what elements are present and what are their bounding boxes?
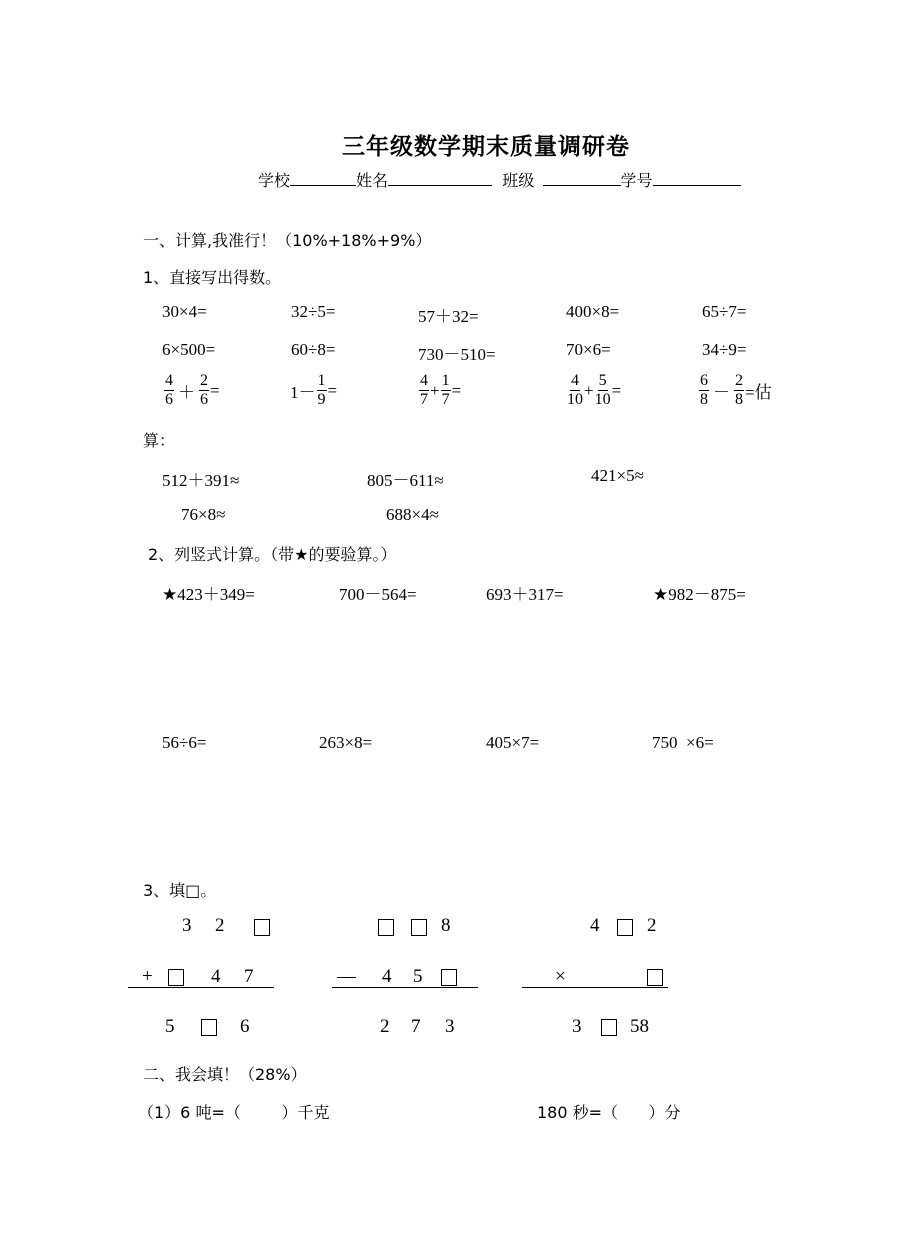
denominator: 7 [420,391,428,408]
operator: ＋ [178,383,195,402]
student-info-line [258,168,741,191]
equals: = [451,380,462,400]
calc-item: 57＋32= [418,307,479,326]
answer-box[interactable] [201,1019,217,1036]
school-field[interactable] [290,171,356,186]
calc-item: 60÷8= [291,340,336,359]
fraction [441,372,451,409]
fraction-item [418,372,461,409]
difference-line [332,987,478,988]
denominator: 9 [317,391,326,408]
digit: 8 [441,915,451,936]
number-field[interactable] [653,171,741,186]
vertical-calc-item: 700－564= [339,585,417,604]
fraction [699,372,709,409]
estimate-item: 512＋391≈ [162,471,240,490]
fraction [164,372,174,409]
fraction-item [290,372,337,409]
name-field[interactable] [388,171,492,186]
digit: 7 [244,966,254,987]
denominator: 10 [594,391,611,408]
denominator: 8 [735,391,743,408]
answer-box[interactable] [168,969,184,986]
vertical-calc-item: 405×7= [486,733,540,752]
class-field[interactable] [543,171,621,186]
digit: 5 [165,1016,175,1037]
denominator: 6 [165,391,173,408]
denominator: 6 [200,391,208,408]
numerator: 4 [571,372,579,389]
digit: 3 [572,1016,582,1037]
calc-item: 6×500= [162,340,216,359]
equals: =估 [745,383,772,402]
estimate-item: 421×5≈ [591,466,644,485]
fraction [419,372,429,409]
section-1-heading: 一、计算,我准行！（10%+18%+9%） [143,231,432,250]
name-label: 姓名 [356,171,389,190]
fraction [199,372,209,409]
fraction-item [698,372,772,409]
denominator: 7 [441,391,450,408]
vertical-calc-item: ★423＋349= [162,585,255,604]
estimate-label: 算： [143,431,176,450]
calc-item: 730－510= [418,345,496,364]
vertical-calc-item: 693＋317= [486,585,564,604]
times-sign: × [555,966,566,987]
numerator: 2 [735,372,743,389]
fraction-item [566,372,621,409]
denominator: 8 [700,391,708,408]
sum-line [128,987,274,988]
calc-item: 400×8= [566,302,620,321]
digit: 3 [182,915,192,936]
vertical-calc-item: 263×8= [319,733,373,752]
digit: 3 [445,1016,455,1037]
digit: 2 [647,915,657,936]
operator: － [713,383,730,402]
answer-box[interactable] [411,919,427,936]
numerator: 4 [420,372,428,389]
answer-box[interactable] [254,919,270,936]
numerator: 2 [200,372,208,389]
estimate-item: 76×8≈ [181,505,226,524]
fraction [317,372,327,409]
digit: 58 [630,1016,649,1037]
equals: = [327,380,338,400]
estimate-item: 688×4≈ [386,505,439,524]
fill-item: 180 秒=（ ）分 [537,1103,681,1122]
fraction [595,372,611,409]
fraction [567,372,583,409]
class-label: 班级 [502,171,535,190]
vertical-calc-item: ★982－875= [653,585,746,604]
numerator: 1 [441,372,450,389]
calc-item: 70×6= [566,340,611,359]
page-title: 三年级数学期末质量调研卷 [342,134,630,160]
estimate-item: 805－611≈ [367,471,444,490]
fraction-item [163,372,220,409]
equals: = [611,380,622,400]
digit: 4 [211,966,221,987]
numerator: 5 [598,372,607,389]
q2-label: 2、列竖式计算。（带★的要验算。） [148,545,397,564]
q3-label: 3、填□。 [143,881,217,900]
answer-box[interactable] [378,919,394,936]
vertical-calc-item: 56÷6= [162,733,207,752]
digit: 7 [411,1016,421,1037]
operator: + [430,380,440,400]
digit: 2 [380,1016,390,1037]
calc-item: 65÷7= [702,302,747,321]
vertical-calc-item: 750 ×6= [652,733,714,752]
calc-item: 32÷5= [291,302,336,321]
digit: 2 [215,915,225,936]
school-label: 学校 [258,171,291,190]
numerator: 1 [317,372,326,389]
answer-box[interactable] [647,969,663,986]
answer-box[interactable] [601,1019,617,1036]
digit: 5 [413,966,423,987]
digit: 6 [240,1016,250,1037]
fill-item: （1）6 吨=（ ）千克 [138,1103,330,1122]
numerator: 4 [165,372,173,389]
calc-item: 30×4= [162,302,207,321]
answer-box[interactable] [441,969,457,986]
fraction [734,372,744,409]
section-2-heading: 二、我会填！（28%） [143,1065,307,1084]
digit: 4 [382,966,392,987]
calc-item: 34÷9= [702,340,747,359]
prefix: 1－ [290,383,316,402]
equals: = [210,380,220,400]
number-label: 学号 [620,171,653,190]
operator: + [584,380,594,400]
q1-label: 1、直接写出得数。 [143,268,282,287]
denominator: 10 [567,391,583,408]
product-line [522,987,668,988]
minus-sign: — [337,966,356,987]
plus-sign: + [142,966,153,987]
answer-box[interactable] [617,919,633,936]
digit: 4 [590,915,600,936]
numerator: 6 [700,372,708,389]
